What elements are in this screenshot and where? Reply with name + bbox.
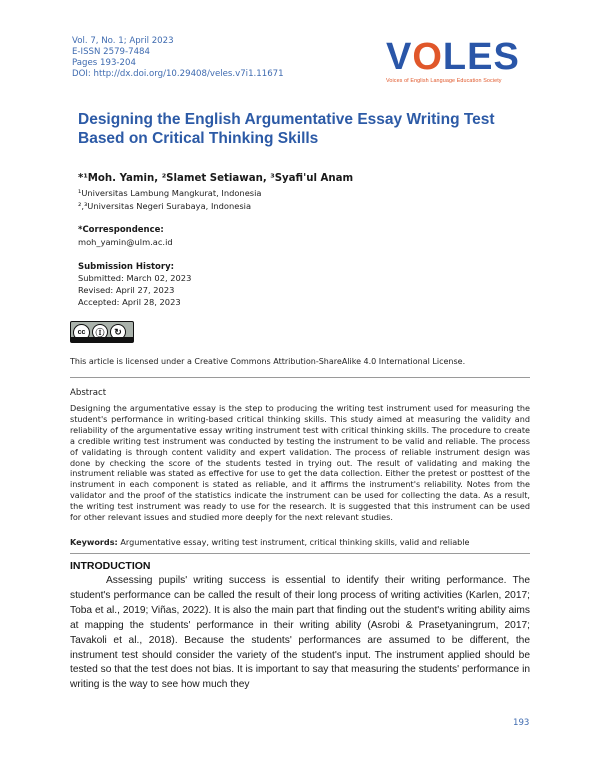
journal-pages: Pages 193-204 bbox=[72, 58, 136, 68]
keywords-text: Argumentative essay, writing test instrument, critical thinking skills, valid and reliable bbox=[120, 537, 470, 547]
page-number: 193 bbox=[513, 718, 530, 728]
submission-history-label: Submission History: bbox=[78, 262, 175, 272]
logo-wordmark bbox=[386, 38, 536, 76]
keywords-label: Keywords: bbox=[70, 537, 118, 547]
affiliation-1: ¹Universitas Lambung Mangkurat, Indonesia bbox=[78, 188, 262, 198]
logo-letter-o: O bbox=[412, 36, 443, 78]
journal-meta bbox=[72, 36, 284, 80]
share-alike-icon: ↻ bbox=[110, 324, 126, 340]
abstract-heading: Abstract bbox=[70, 388, 107, 398]
revised-date: Revised: April 27, 2023 bbox=[78, 285, 175, 295]
divider-top bbox=[70, 377, 530, 378]
attribution-icon: Ⓘ bbox=[92, 324, 108, 340]
cc-by-sa-badge[interactable] bbox=[70, 321, 134, 343]
divider-bottom bbox=[70, 553, 530, 554]
logo-letters-les: LES bbox=[442, 36, 520, 78]
logo-tagline: Voices of English Language Education Society bbox=[386, 78, 502, 84]
correspondence-email[interactable]: moh_yamin@ulm.ac.id bbox=[78, 237, 173, 247]
journal-doi[interactable]: DOI: http://dx.doi.org/10.29408/veles.v7i1.11671 bbox=[72, 69, 284, 79]
correspondence-label: *Correspondence: bbox=[78, 225, 164, 235]
introduction-body: Assessing pupils' writing success is essential to identify their writing performance. The student's performance can be called the result of their long process of writing activities (Karlen, 2017; Toba et al., 2019; Viñas, 2022). It is also the main part that finding out the student's writing ability aims at mapping the students' performance in their writing ability (Asrobi & Prasetyaningrum, 2017; Tavakoli et al., 2018). Because the students' performances are assumed to be different, the instrument test should consider the variety of the student's input. The instrument applied should be tested so that the test does not bias. It is important to say that measuring the students' performance in writing is the way to see how much they bbox=[70, 575, 530, 691]
cc-badge-strip bbox=[71, 337, 133, 342]
journal-eissn: E-ISSN 2579-7484 bbox=[72, 47, 150, 57]
introduction-heading: INTRODUCTION bbox=[70, 560, 151, 572]
accepted-date: Accepted: April 28, 2023 bbox=[78, 297, 181, 307]
affiliation-2: ²,³Universitas Negeri Surabaya, Indonesia bbox=[78, 201, 252, 211]
cc-icon: cc bbox=[73, 324, 90, 341]
license-statement: This article is licensed under a Creative Commons Attribution-ShareAlike 4.0 International License. bbox=[70, 357, 466, 366]
article-authors: *¹Moh. Yamin, ²Slamet Setiawan, ³Syafi'ul Anam bbox=[78, 173, 354, 184]
submitted-date: Submitted: March 02, 2023 bbox=[78, 273, 192, 283]
logo-letter-v: V bbox=[386, 36, 413, 78]
keywords-line bbox=[70, 537, 530, 547]
veles-logo bbox=[386, 38, 536, 90]
article-title: Designing the English Argumentative Essay Writing Test Based on Critical Thinking Skills bbox=[78, 111, 495, 147]
abstract-body: Designing the argumentative essay is the step to producing the writing test instrument used for measuring the student's performance in writing-based critical thinking skills. This study aimed at measuring the validity and reliability of the argumentative essay writing instrument test with critical thinking skills. The procedure to create a credible writing test instrument was conducted by testing the instrument to be valid and reliable. The process of validating is through content validity and expert validation. The process of reliable instrument design was done by checking the score of the students tested in trying out. The result of validating and making the instrument reliable was stated as effective for use to get the data collection. Either the pretest or posttest of the instrument in each component is stated as reliable, and it affirms the instrument's reliability. Notes from the validator and the proof of the statistics indicate the instrument can be used for collecting the data. As a result, the writing test instrument was ready to use for the research. It is suggested that this instrument can be used for other relevant issues and studied more deeply for the next relevant studies. bbox=[70, 403, 530, 523]
journal-volume: Vol. 7, No. 1; April 2023 bbox=[72, 36, 174, 46]
